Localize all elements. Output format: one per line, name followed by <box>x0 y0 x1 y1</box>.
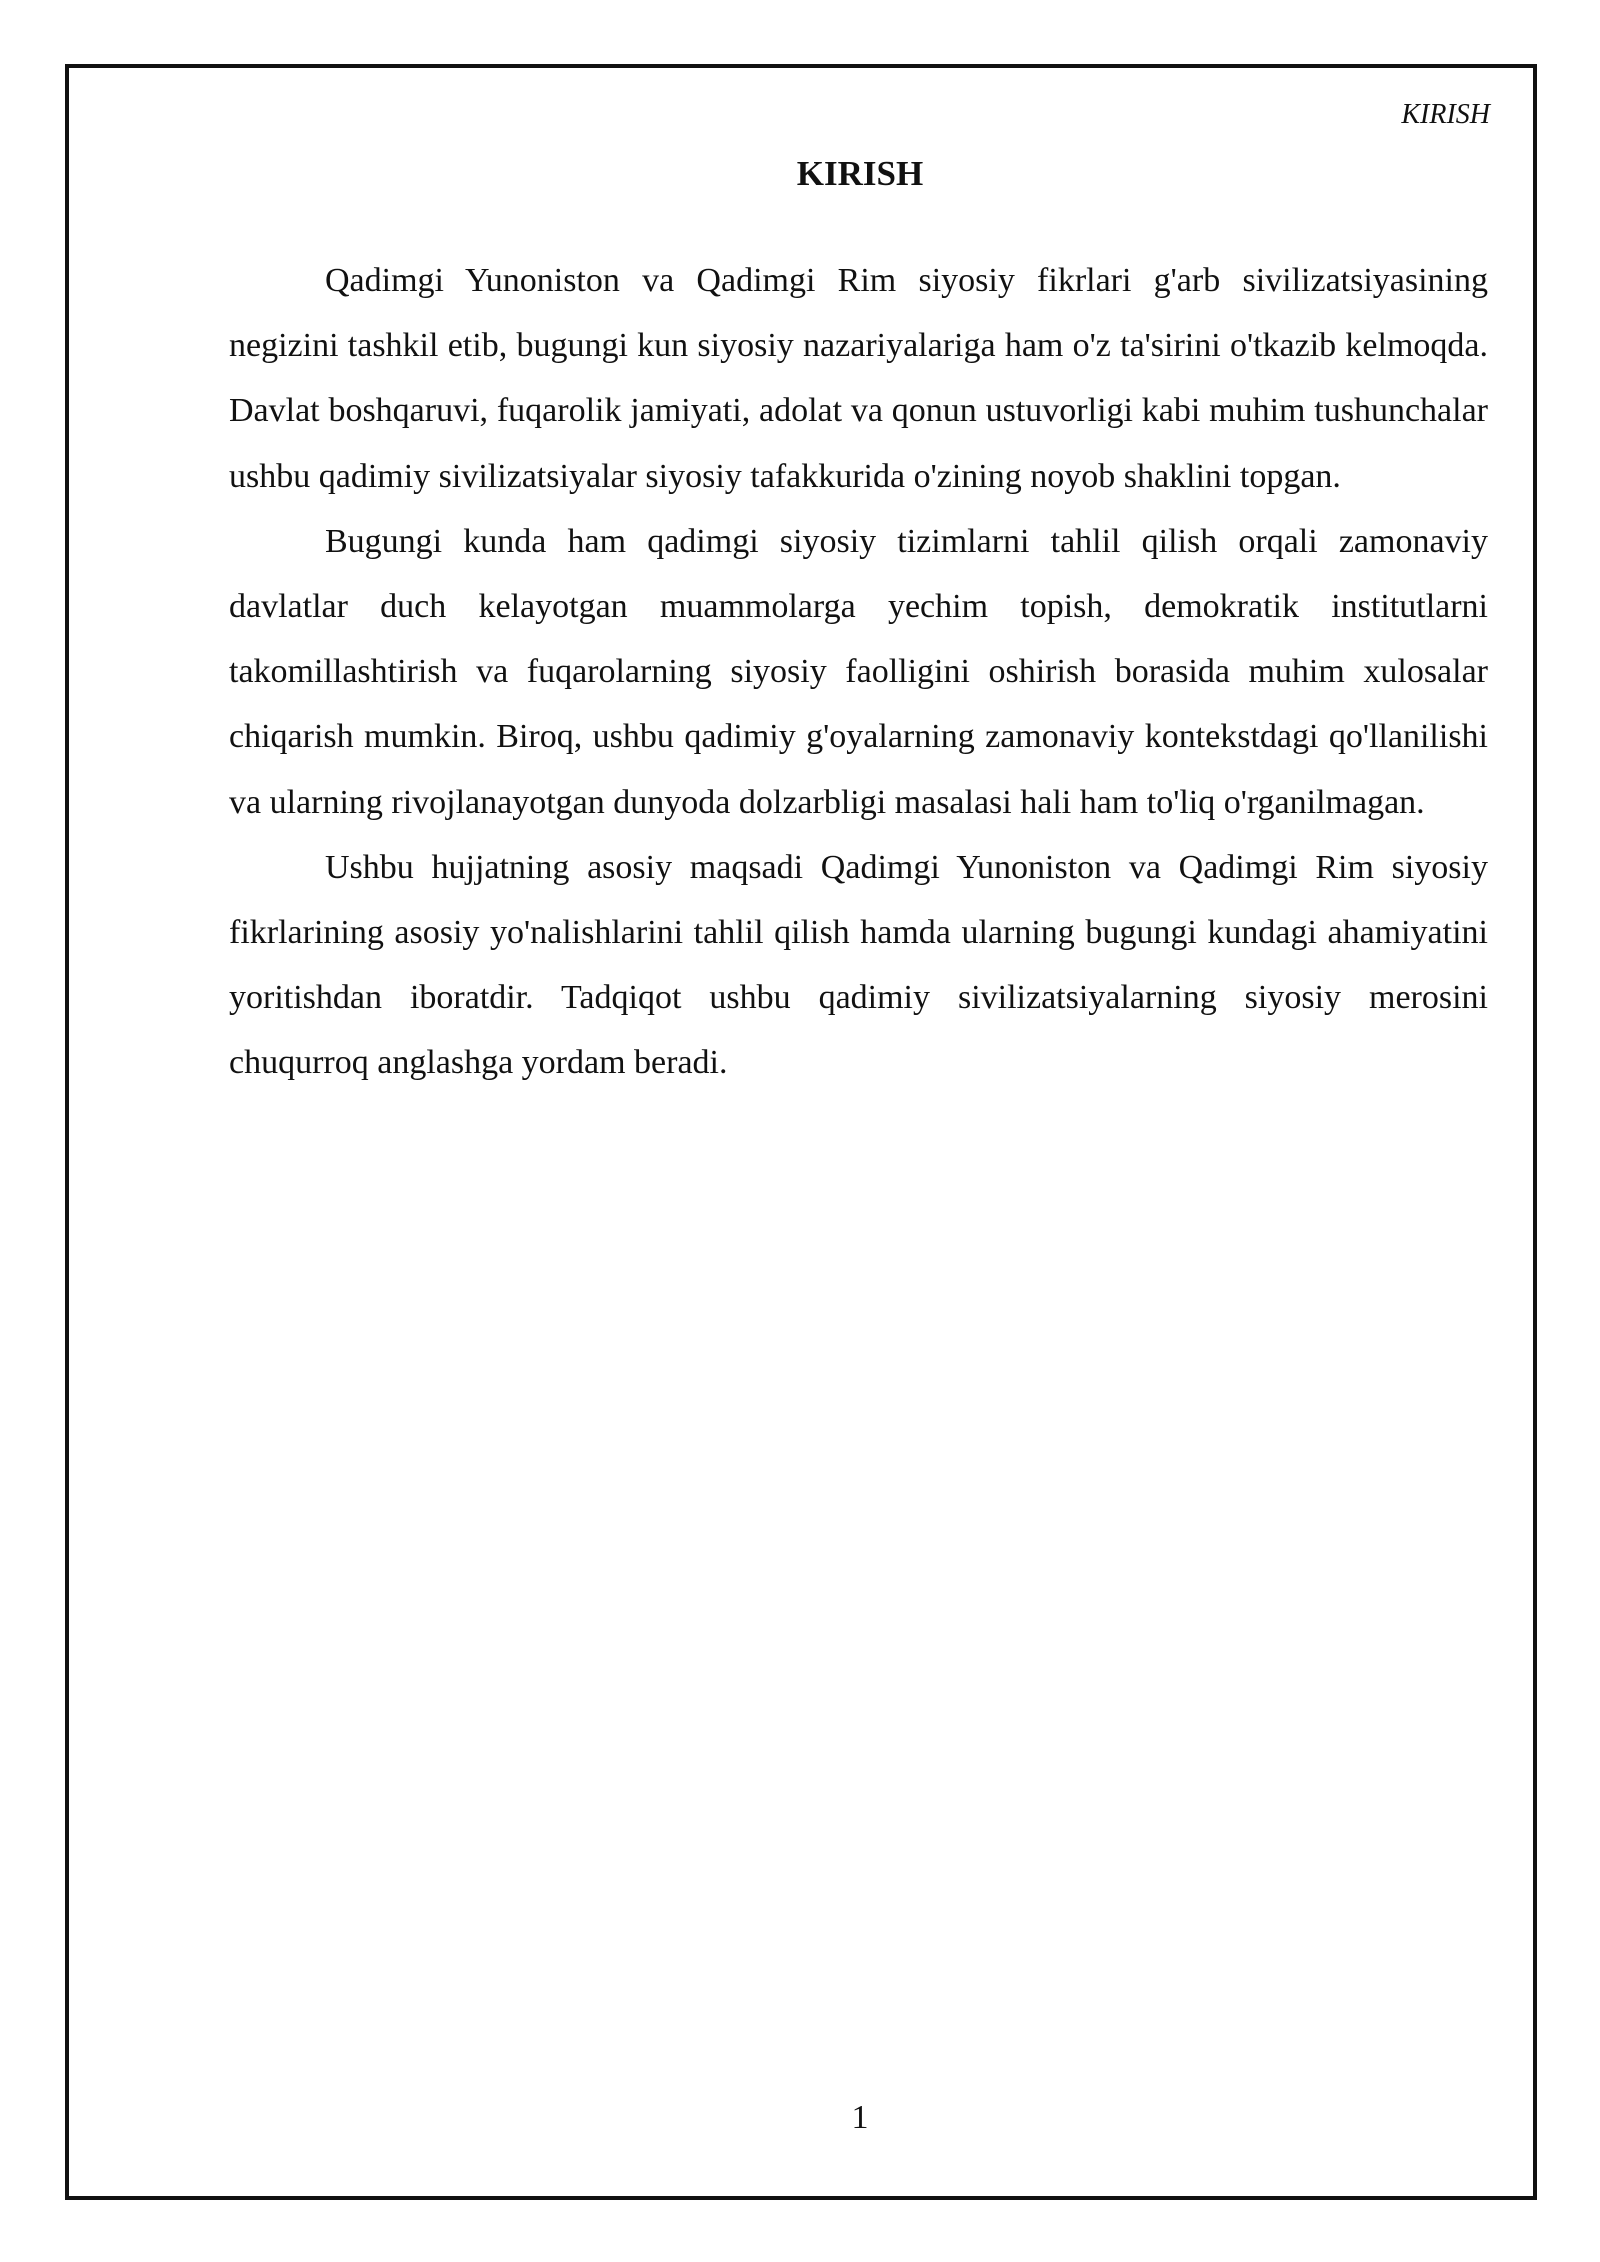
paragraph: Ushbu hujjatning asosiy maqsadi Qadimgi Yunoniston va Qadimgi Rim siyosiy fikrlarining asosiy yo'nalishlarini tahlil qilish hamda ularning bugungi kundagi ahamiyatini yoritishdan iboratdir. Tadqiqot ushbu qadimiy sivilizatsiyalarning siyosiy merosini chuqurroq anglashga yordam beradi. <box>229 848 1488 1082</box>
running-header: KIRISH <box>1401 99 1490 130</box>
document-body <box>229 248 1488 1096</box>
page-number: 1 <box>851 2099 869 2136</box>
paragraph: Bugungi kunda ham qadimgi siyosiy tizimlarni tahlil qilish orqali zamonaviy davlatlar duch kelayotgan muammolarga yechim topish, demokratik institutlarni takomillashtirish va fuqarolarning siyosiy faolligini oshirish borasida muhim xulosalar chiqarish mumkin. Biroq, ushbu qadimiy g'oyalarning zamonaviy kontekstdagi qo'llanilishi va ularning rivojlanayotgan dunyoda dolzarbligi masalasi hali ham to'liq o'rganilmagan. <box>229 522 1488 821</box>
page-title: KIRISH <box>796 154 924 193</box>
paragraph: Qadimgi Yunoniston va Qadimgi Rim siyosiy fikrlari g'arb sivilizatsiyasining negizini tashkil etib, bugungi kun siyosiy nazariyalariga ham o'z ta'sirini o'tkazib kelmoqda. Davlat boshqaruvi, fuqarolik jamiyati, adolat va qonun ustuvorligi kabi muhim tushunchalar ushbu qadimiy sivilizatsiyalar siyosiy tafakkurida o'zining noyob shaklini topgan. <box>229 262 1488 495</box>
